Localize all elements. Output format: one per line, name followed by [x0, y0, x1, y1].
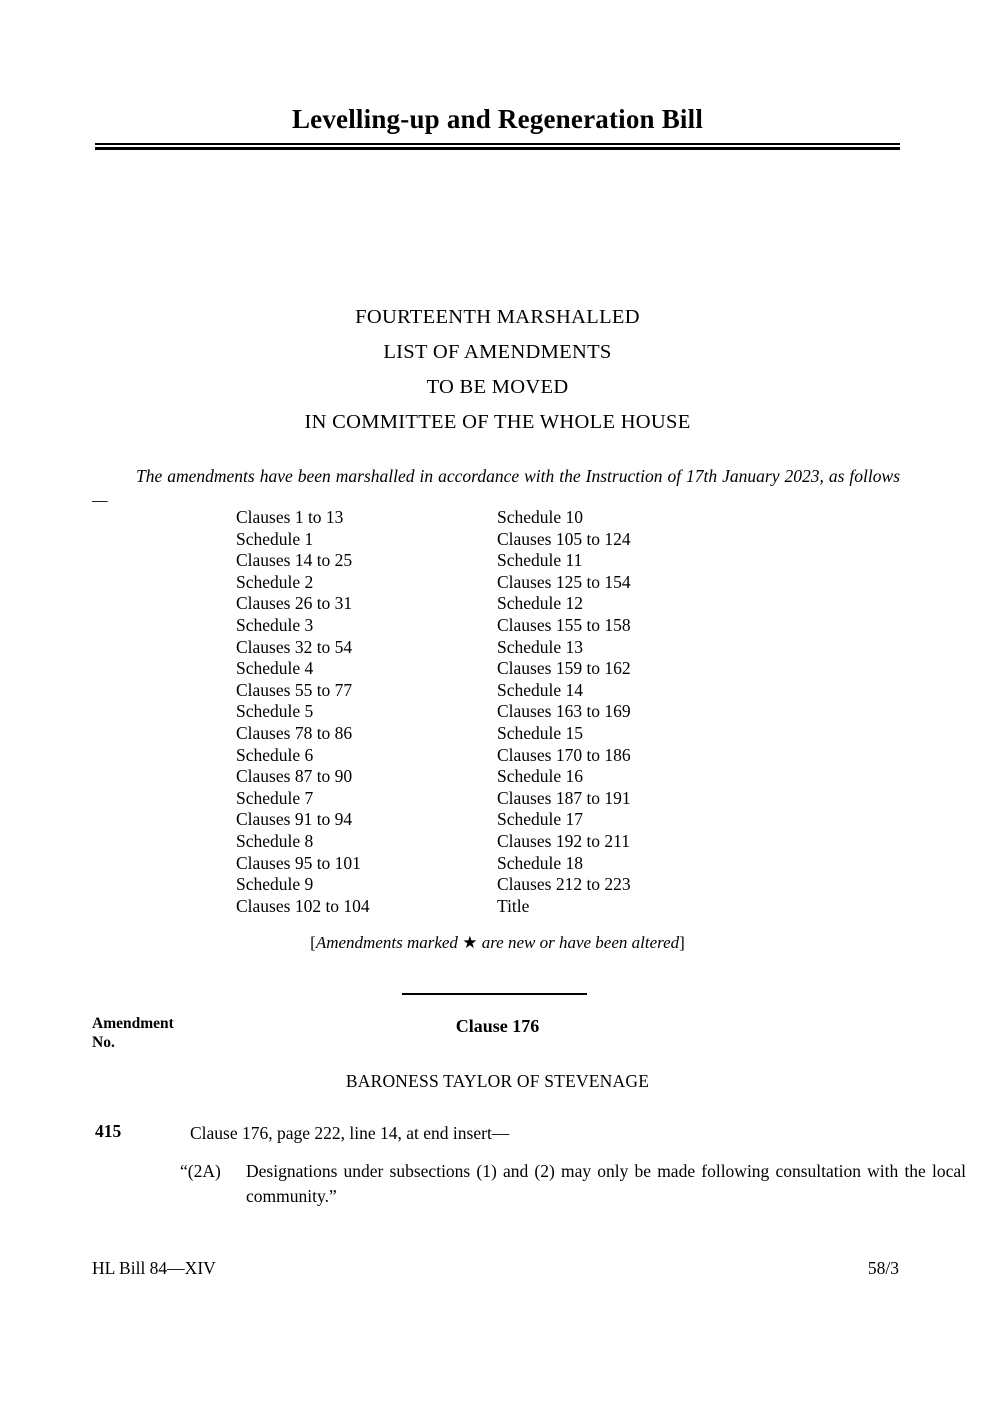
clause-list-item: Schedule 14 — [497, 679, 584, 700]
clause-list-item: Clauses 192 to 211 — [497, 830, 631, 851]
footer-bill-reference: HL Bill 84—XIV — [92, 1258, 216, 1278]
clause-list-item: Schedule 18 — [497, 852, 584, 873]
amendment-lead-in: Clause 176, page 222, line 14, at end insert— — [190, 1123, 510, 1143]
clause-list-item: Clauses 212 to 223 — [497, 874, 631, 895]
amendment-no-label-line2: No. — [92, 1034, 115, 1051]
clause-list-item: Clauses 95 to 101 — [236, 852, 361, 873]
clause-list-item: Schedule 9 — [236, 874, 314, 895]
star-note-open-bracket: [ — [310, 933, 316, 952]
star-note-text-after: are new or have been altered — [477, 933, 680, 952]
amendment-quote-label: “(2A) — [180, 1161, 221, 1181]
clause-list-item: Schedule 8 — [236, 830, 314, 851]
star-note-close-bracket: ] — [679, 933, 685, 952]
clause-list-item: Clauses 55 to 77 — [236, 679, 353, 700]
amendment-quoted-text — [180, 1159, 966, 1209]
clause-list-item: Schedule 15 — [497, 722, 584, 743]
clause-list-item: Schedule 5 — [236, 701, 314, 722]
amendment-number: 415 — [95, 1121, 122, 1141]
clause-list-item: Schedule 3 — [236, 614, 314, 635]
clause-list-item: Clauses 105 to 124 — [497, 528, 631, 549]
clause-list-item: Schedule 6 — [236, 744, 314, 765]
clause-list-item: Clauses 32 to 54 — [236, 636, 353, 657]
star-note-text-before: Amendments marked — [315, 933, 463, 952]
clause-list-item: Schedule 13 — [497, 636, 584, 657]
title-double-rule — [95, 143, 900, 150]
clause-list-item: Clauses 159 to 162 — [497, 658, 631, 679]
clause-list-item: Clauses 155 to 158 — [497, 614, 631, 635]
clause-heading: Clause 176 — [455, 1016, 540, 1036]
clause-list-item: Clauses 91 to 94 — [236, 809, 353, 830]
footer-page-number: 58/3 — [867, 1258, 899, 1278]
clause-list-item: Schedule 11 — [497, 550, 583, 571]
section-divider-rule — [402, 993, 587, 995]
heading-line-4: IN COMMITTEE OF THE WHOLE HOUSE — [304, 411, 691, 433]
amendment-sponsor: BARONESS TAYLOR OF STEVENAGE — [345, 1071, 650, 1091]
clause-list-right-column — [497, 507, 777, 917]
clause-list-item: Clauses 14 to 25 — [236, 550, 353, 571]
heading-line-2: LIST OF AMENDMENTS — [383, 341, 612, 363]
clause-list-left-column — [236, 507, 486, 917]
clause-list-item: Clauses 170 to 186 — [497, 744, 631, 765]
clause-list-item: Schedule 4 — [236, 658, 314, 679]
clause-list-item: Clauses 187 to 191 — [497, 787, 631, 808]
clause-list-item: Clauses 26 to 31 — [236, 593, 353, 614]
clause-list-item: Clauses 102 to 104 — [236, 895, 370, 916]
clause-list-item: Schedule 17 — [497, 809, 584, 830]
clause-list-item: Schedule 2 — [236, 571, 314, 592]
clause-list-item: Clauses 163 to 169 — [497, 701, 631, 722]
clause-list-item: Schedule 10 — [497, 507, 584, 527]
heading-line-1: FOURTEENTH MARSHALLED — [355, 306, 640, 328]
clause-list-item: Clauses 1 to 13 — [236, 507, 344, 527]
heading-line-3: TO BE MOVED — [426, 376, 569, 398]
document-heading-block — [95, 300, 900, 440]
clause-list-item: Title — [497, 895, 530, 916]
star-icon: ★ — [462, 933, 478, 952]
page-title: Levelling-up and Regeneration Bill — [291, 104, 704, 134]
amendment-no-label-line1: Amendment — [92, 1015, 174, 1032]
title-rule-thick — [95, 147, 900, 150]
starred-amendments-note — [95, 933, 900, 953]
amendment-quote-body: Designations under subsections (1) and (2) may only be made following consultation with the local community.” — [246, 1161, 966, 1206]
clause-list-item: Clauses 78 to 86 — [236, 722, 353, 743]
clause-list-item: Schedule 16 — [497, 766, 584, 787]
clause-list-item: Schedule 12 — [497, 593, 584, 614]
marshalling-note: The amendments have been marshalled in accordance with the Instruction of 17th January 2023, as follows— — [92, 466, 900, 510]
clause-list-item: Schedule 1 — [236, 528, 314, 549]
clause-list-item: Schedule 7 — [236, 787, 314, 808]
clause-list-item: Clauses 87 to 90 — [236, 766, 353, 787]
clause-list-item: Clauses 125 to 154 — [497, 571, 631, 592]
